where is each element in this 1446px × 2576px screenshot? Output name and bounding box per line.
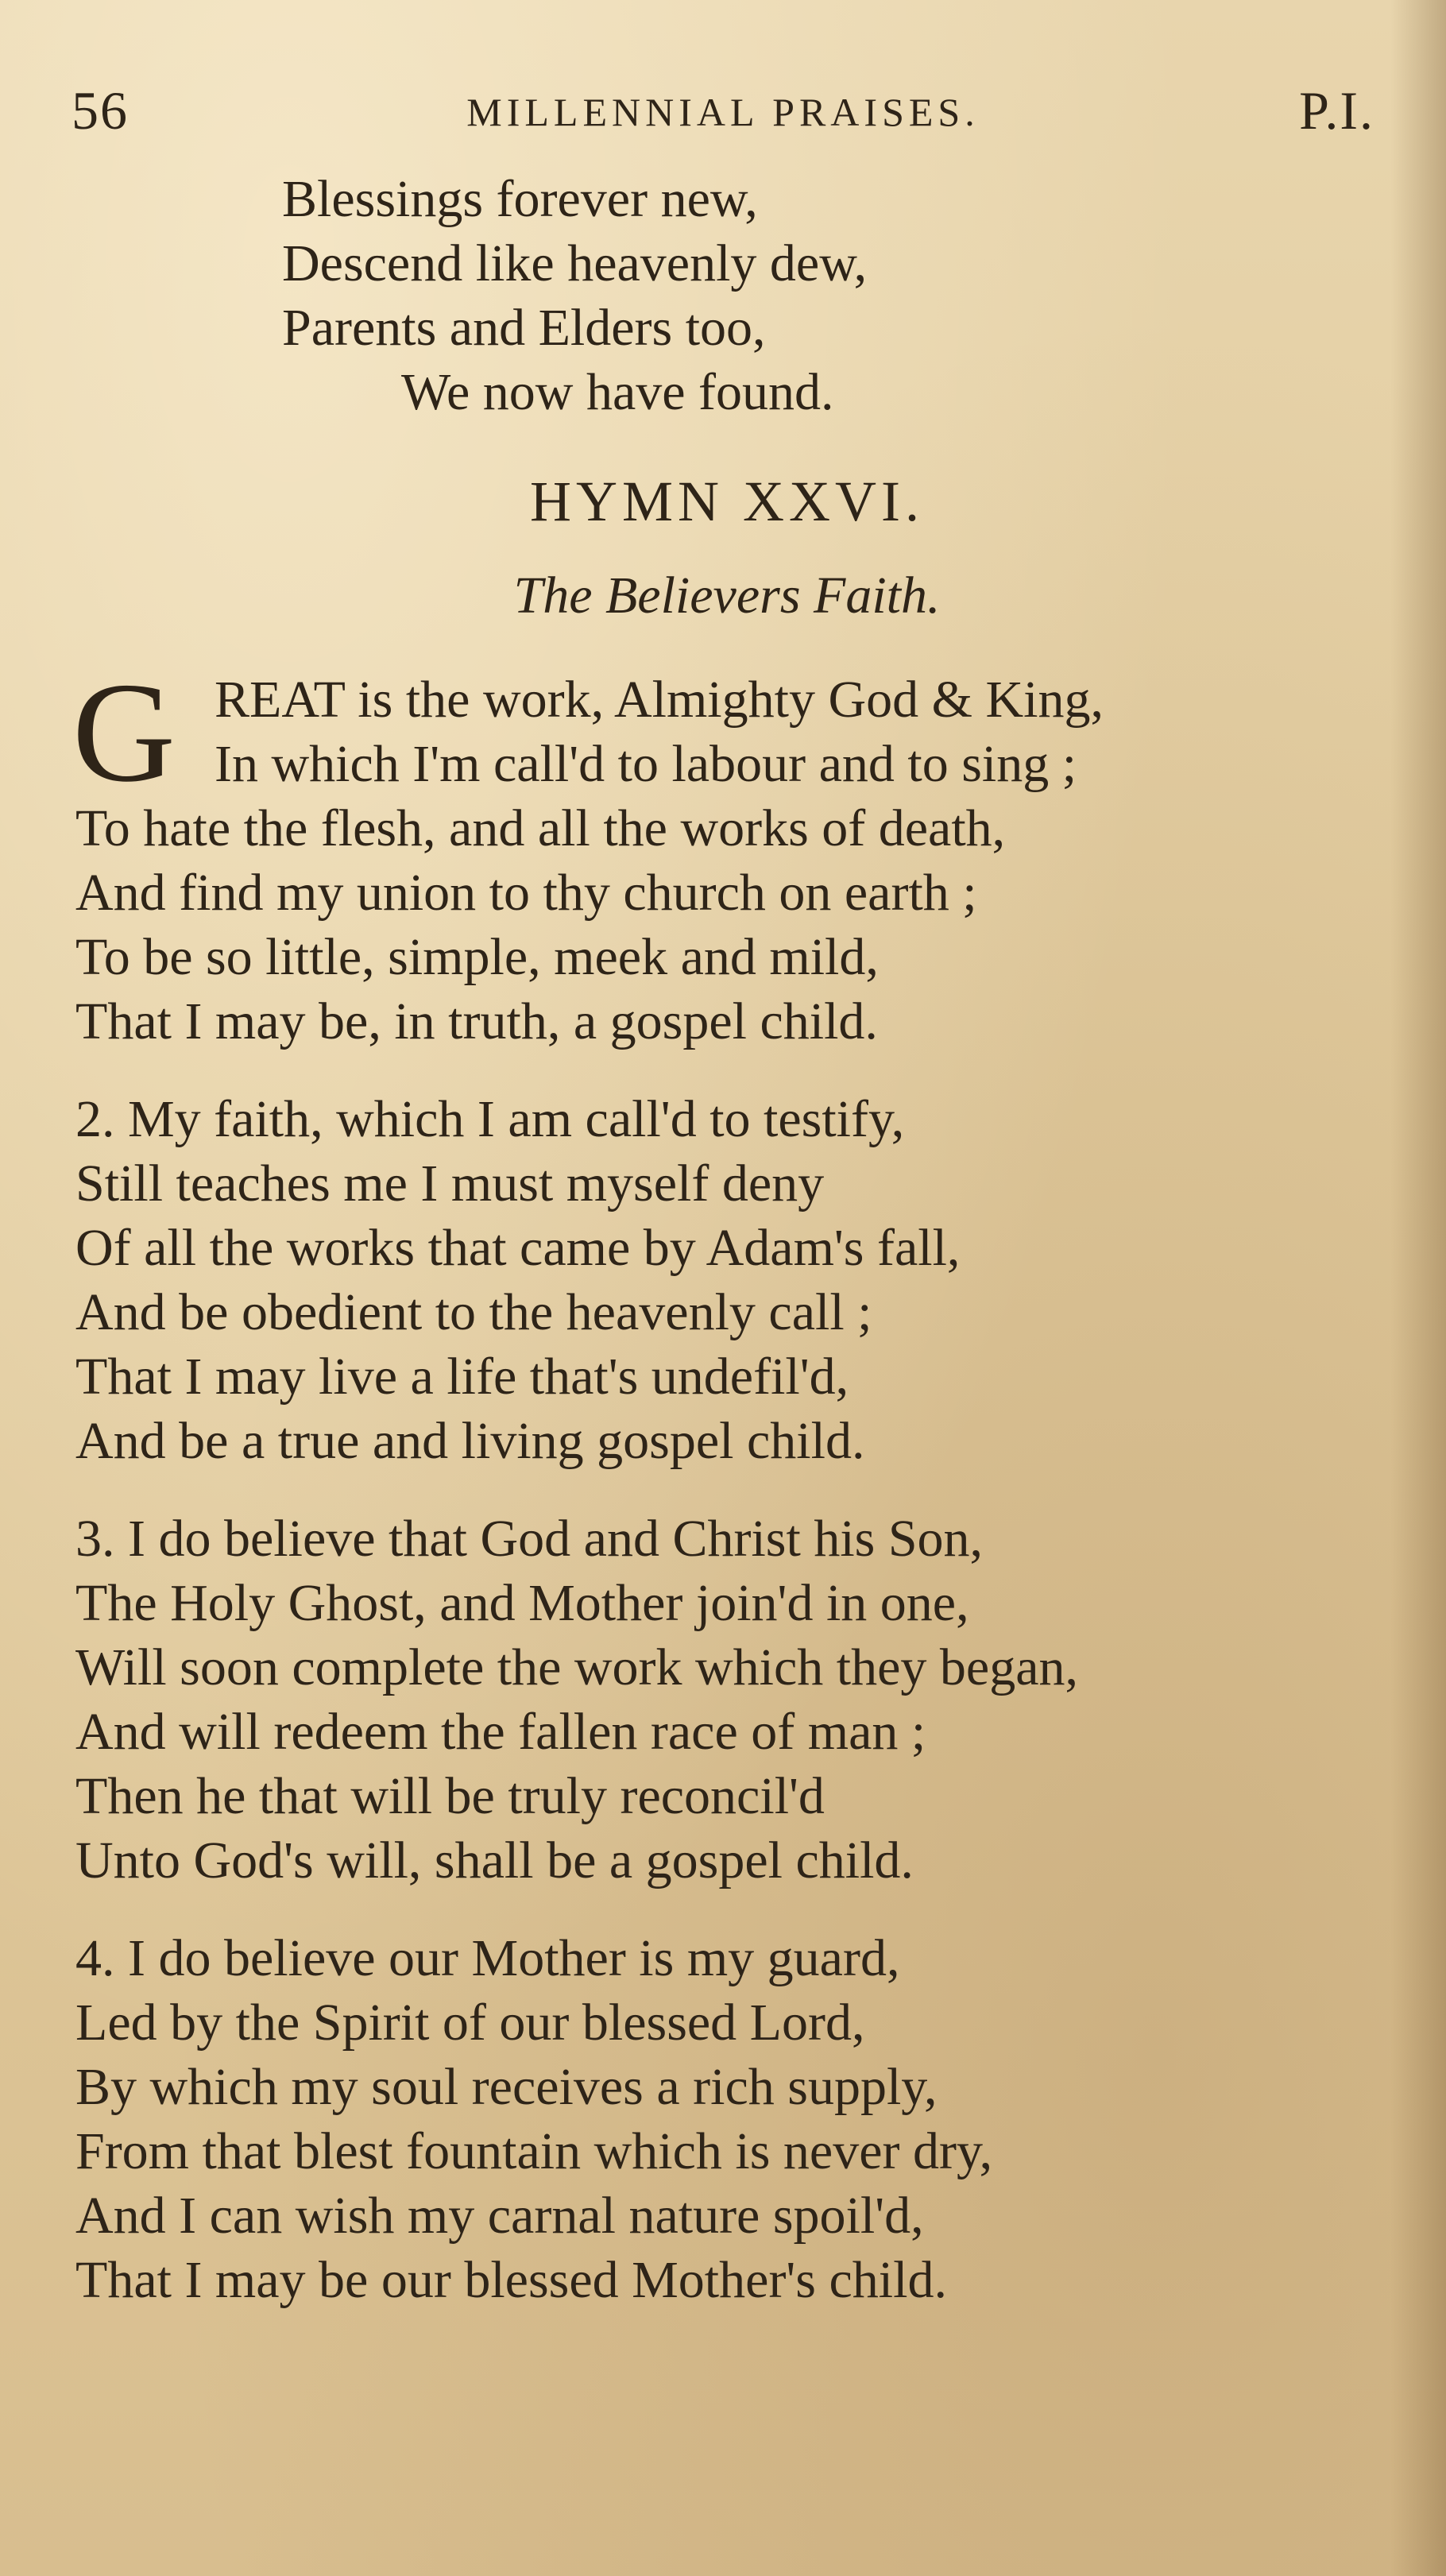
verse-line: And be obedient to the heavenly call ;: [75, 1283, 872, 1341]
verse-line: That I may be our blessed Mother's child.: [75, 2251, 947, 2309]
verse-line: The Holy Ghost, and Mother join'd in one,: [75, 1574, 969, 1632]
part-mark: P.I.: [1299, 80, 1374, 141]
stanza-2: [75, 1087, 1378, 1473]
verse-line: In which I'm call'd to labour and to sing ;: [215, 735, 1077, 793]
verse-line: 4. I do believe our Mother is my guard,: [75, 1929, 900, 1987]
verse-line: Will soon complete the work which they began,: [75, 1638, 1079, 1696]
verse-line: Unto God's will, shall be a gospel child.: [75, 1831, 914, 1889]
stanza-4: [75, 1926, 1378, 2312]
verse-line: Then he that will be truly reconcil'd: [75, 1767, 825, 1825]
verse-line: And find my union to thy church on earth ;: [75, 864, 977, 922]
hymn-number: HYMN XXVI.: [530, 470, 924, 533]
verse-line: And be a true and living gospel child.: [75, 1412, 865, 1470]
verse-line: Blessings forever new,: [282, 170, 758, 228]
hymn-title: The Believers Faith.: [513, 567, 941, 625]
verse-line: That I may live a life that's undefil'd,: [75, 1348, 849, 1406]
drop-cap: G: [72, 653, 176, 811]
verse-line: That I may be, in truth, a gospel child.: [75, 992, 878, 1050]
verse-line: 2. My faith, which I am call'd to testify,: [75, 1090, 905, 1148]
verse-line: We now have found.: [401, 363, 834, 421]
stanza-3: [75, 1507, 1378, 1893]
verse-line: Of all the works that came by Adam's fall,: [75, 1219, 961, 1277]
previous-hymn-ending: [75, 167, 1378, 424]
verse-line: To be so little, simple, meek and mild,: [75, 928, 879, 986]
verse-line: Still teaches me I must myself deny: [75, 1155, 825, 1213]
running-title: MILLENNIAL PRAISES.: [466, 90, 980, 134]
text-block: [72, 167, 1378, 2312]
verse-line: By which my soul receives a rich supply,: [75, 2058, 938, 2116]
verse-line: 3. I do believe that God and Christ his Son,: [75, 1510, 984, 1568]
verse-line: To hate the flesh, and all the works of death,: [75, 799, 1006, 857]
verse-line: And I can wish my carnal nature spoil'd,: [75, 2187, 924, 2245]
verse-line: Parents and Elders too,: [282, 299, 766, 357]
verse-line: Led by the Spirit of our blessed Lord,: [75, 1994, 865, 2052]
verse-line: Descend like heavenly dew,: [282, 234, 868, 292]
verse-line: From that blest fountain which is never dry,: [75, 2122, 993, 2180]
verse-line: And will redeem the fallen race of man ;: [75, 1703, 926, 1761]
running-head: [72, 79, 1374, 143]
stanza-1: [72, 653, 1378, 1054]
page-number: 56: [72, 80, 129, 141]
verse-line: REAT is the work, Almighty God & King,: [215, 671, 1104, 729]
